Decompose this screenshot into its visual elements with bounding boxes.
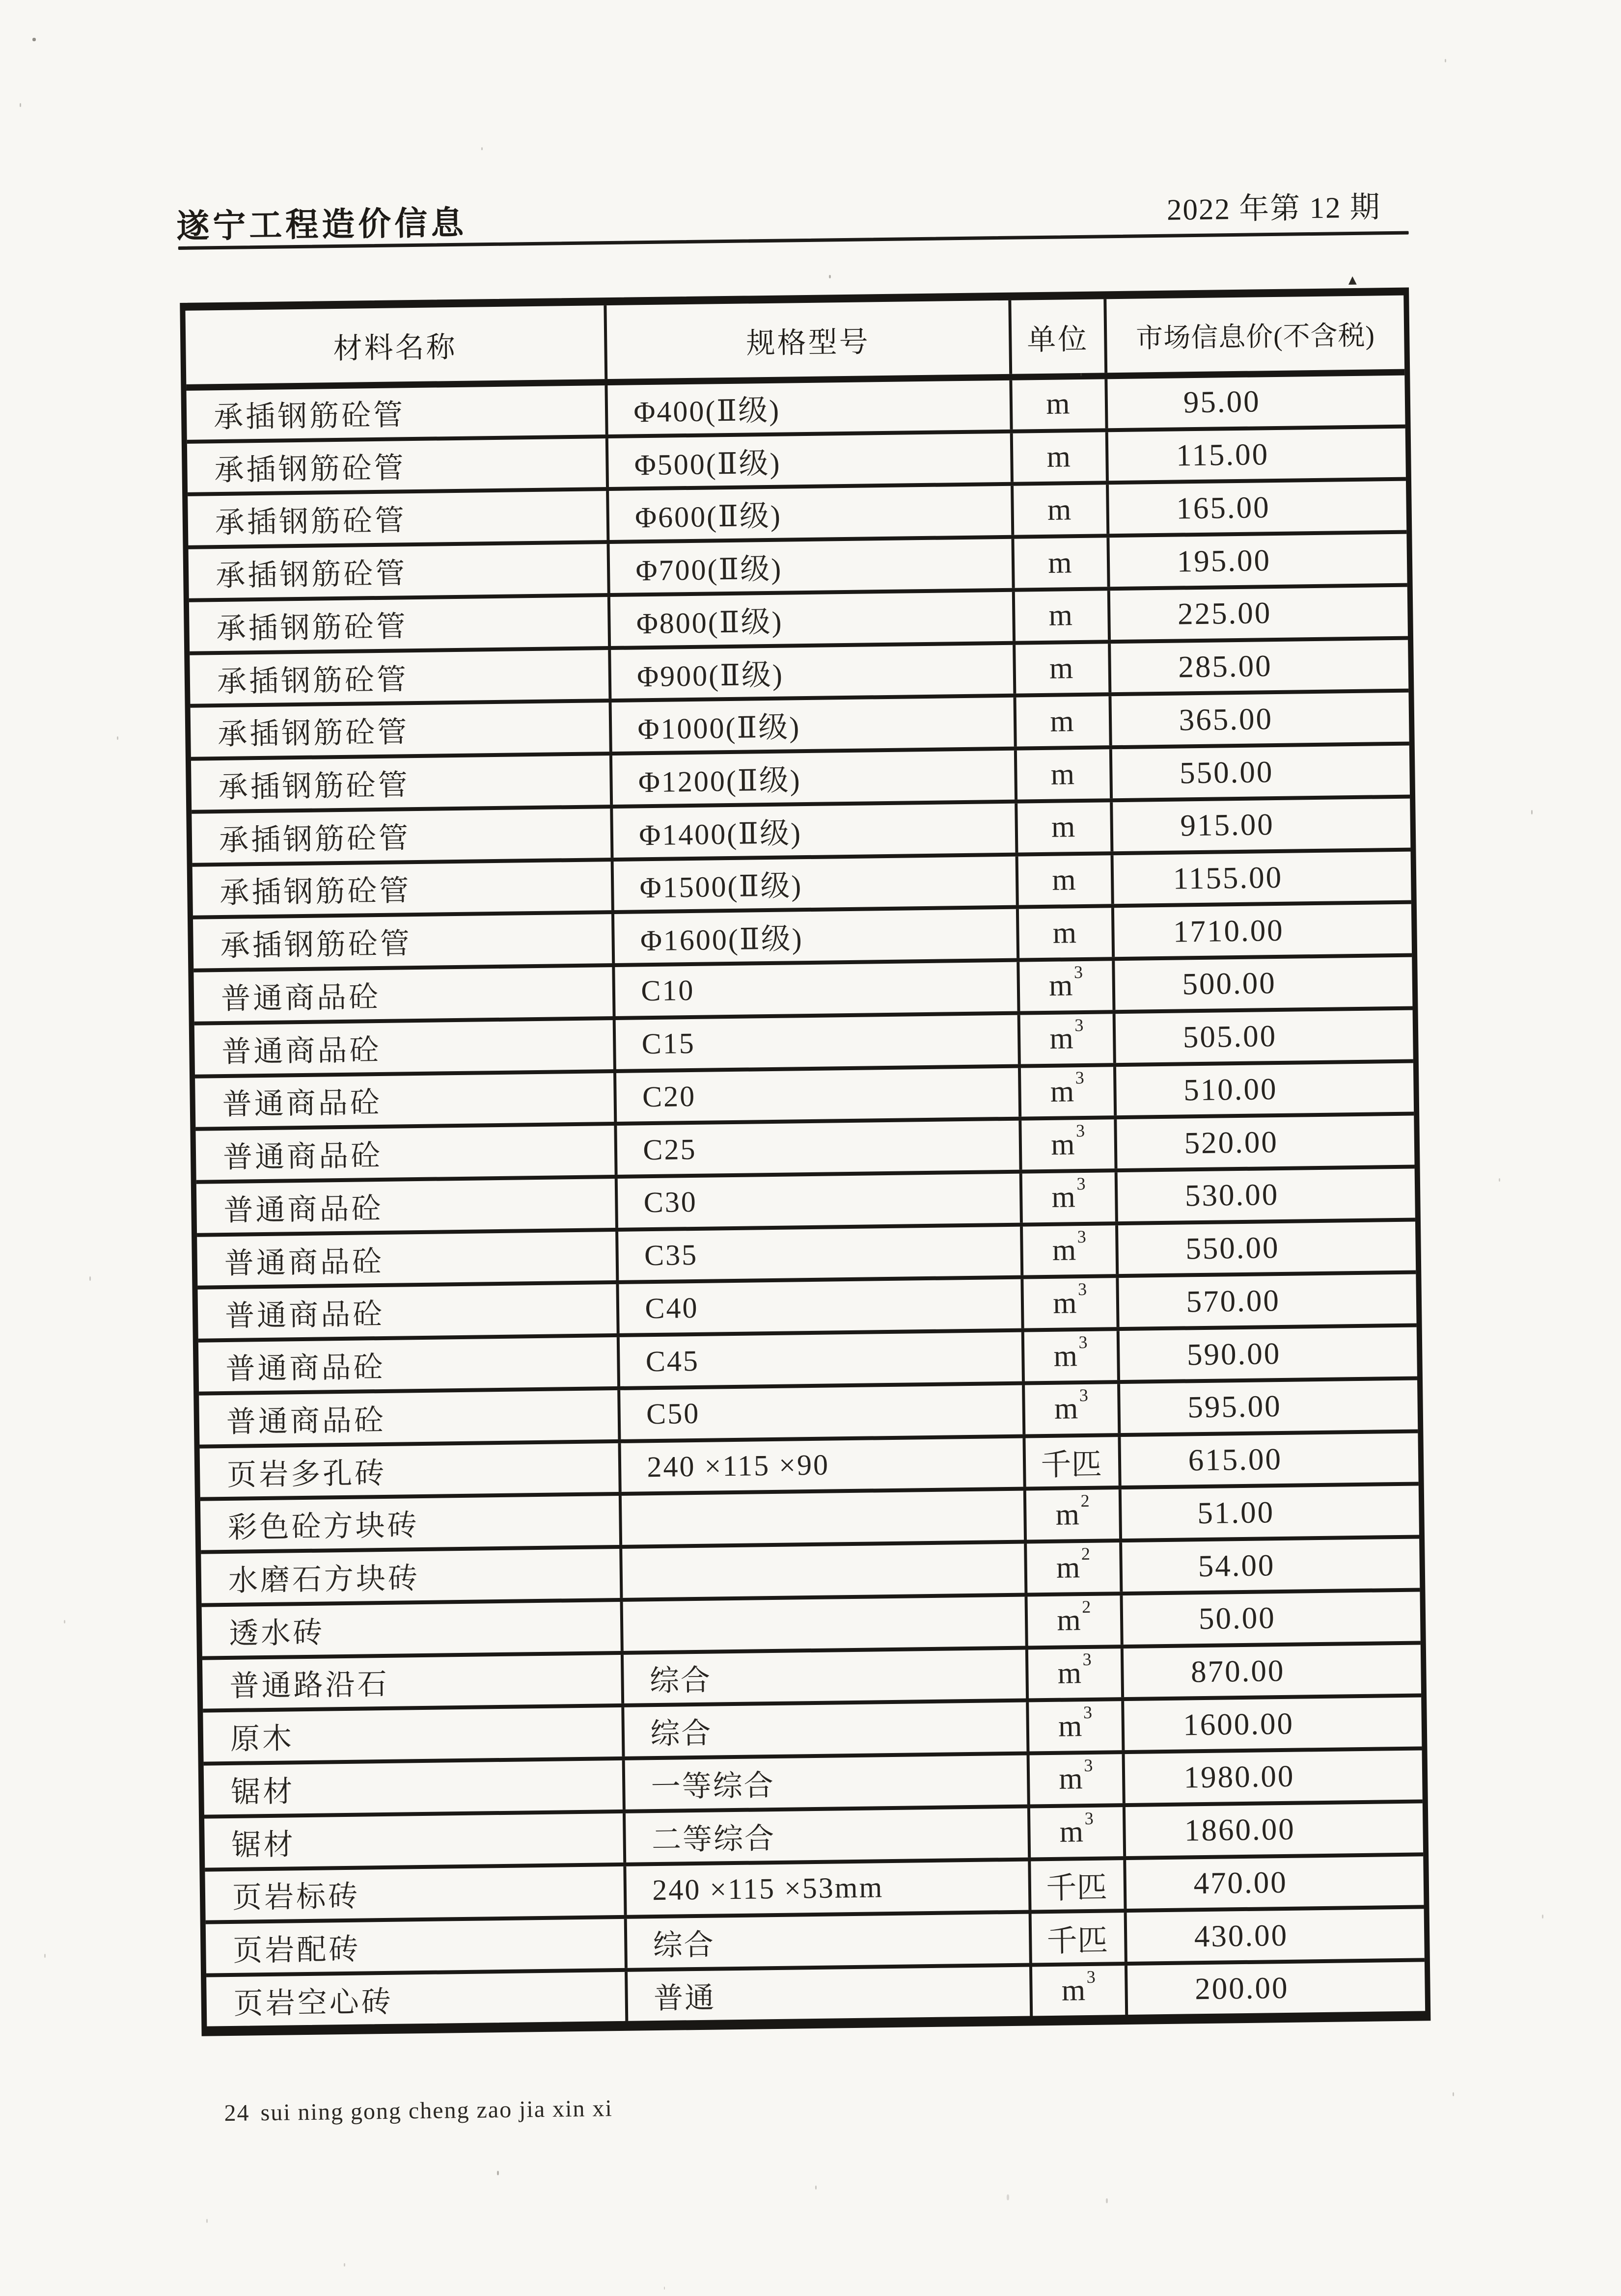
- material-name-cell: 普通商品砼: [194, 1020, 617, 1075]
- unit-base: m: [1048, 969, 1073, 1003]
- unit-superscript: 2: [1081, 1596, 1091, 1617]
- scan-speck: [481, 147, 483, 150]
- unit-base: m: [1051, 810, 1075, 844]
- scan-speck: [117, 736, 118, 740]
- spec-cell: Φ900(Ⅱ级): [611, 645, 1017, 699]
- material-name-cell: 页岩配砖: [206, 1919, 628, 1973]
- scan-speck: [275, 515, 276, 518]
- spec-cell: C45: [620, 1332, 1025, 1386]
- spec-cell: Φ1500(Ⅱ级): [614, 856, 1019, 910]
- unit-base: m: [1057, 1656, 1082, 1690]
- material-name-cell: 锯材: [204, 1760, 626, 1815]
- journal-title: 遂宁工程造价信息: [176, 205, 467, 245]
- material-name-cell: 普通商品砼: [195, 1126, 618, 1180]
- material-name-cell: 承插钢筋砼管: [190, 650, 612, 704]
- issue-label: 2022 年第 12 期: [1166, 191, 1381, 227]
- unit-cell: [1015, 538, 1110, 588]
- material-name-cell: 页岩多孔砖: [200, 1443, 622, 1498]
- unit-base: m: [1053, 1339, 1078, 1373]
- spec-cell: 二等综合: [626, 1808, 1031, 1862]
- unit-base: m: [1049, 1022, 1074, 1056]
- unit-cell: [1015, 591, 1111, 641]
- scan-speck: [89, 1276, 91, 1281]
- unit-base: m: [1047, 493, 1072, 527]
- unit-base: m: [1050, 757, 1075, 791]
- column-header-spec: 规格型号: [607, 300, 1013, 379]
- price-cell: 1860.00: [1184, 1811, 1296, 1848]
- price-cell: 550.00: [1179, 754, 1274, 790]
- table-header-row: [185, 296, 1404, 391]
- material-name-cell: 普通商品砼: [198, 1284, 620, 1339]
- unit-base: m: [1059, 1762, 1083, 1796]
- material-name-cell: 普通商品砼: [195, 1073, 617, 1127]
- unit-superscript: 3: [1077, 1279, 1087, 1299]
- spec-cell: C35: [619, 1226, 1024, 1280]
- material-name-cell: 页岩标砖: [205, 1866, 627, 1920]
- unit-base: m: [1048, 598, 1073, 633]
- spec-cell: Φ1000(Ⅱ级): [612, 698, 1017, 752]
- page-footer: [224, 2095, 613, 2127]
- spec-cell: C40: [619, 1279, 1024, 1333]
- spec-cell: Φ500(Ⅱ级): [608, 433, 1014, 487]
- unit-base: m: [1049, 704, 1074, 738]
- unit-cell: [1017, 802, 1113, 852]
- scan-speck: [32, 38, 36, 41]
- spec-cell: Φ1400(Ⅱ级): [613, 804, 1018, 858]
- material-name-cell: 承插钢筋砼管: [191, 756, 613, 810]
- unit-superscript: 3: [1073, 962, 1083, 982]
- scan-speck: [1007, 2194, 1009, 2200]
- material-name-cell: 承插钢筋砼管: [192, 809, 614, 863]
- unit-base: m: [1054, 1392, 1078, 1426]
- unit-base: m: [1056, 1550, 1080, 1585]
- unit-superscript: 3: [1075, 1068, 1084, 1088]
- material-name-cell: 承插钢筋砼管: [191, 702, 613, 757]
- unit-base: m: [1058, 1709, 1082, 1743]
- column-header-material: 材料名称: [185, 305, 607, 384]
- unit-cell: [1019, 961, 1115, 1011]
- unit-base: m: [1051, 1180, 1076, 1215]
- unit-base: 千匹: [1046, 1924, 1108, 1958]
- unit-cell: [1021, 1119, 1117, 1169]
- spec-cell: C15: [616, 1015, 1021, 1069]
- price-cell: 615.00: [1188, 1442, 1283, 1478]
- price-cell: 54.00: [1198, 1547, 1275, 1583]
- unit-base: m: [1051, 863, 1076, 897]
- spec-cell: Φ800(Ⅱ级): [610, 592, 1016, 646]
- price-cell: 1155.00: [1173, 860, 1283, 896]
- price-cell: 550.00: [1185, 1230, 1280, 1266]
- unit-cell: [1017, 749, 1113, 799]
- spec-cell: Φ1200(Ⅱ级): [612, 751, 1017, 805]
- spec-cell: Φ700(Ⅱ级): [610, 539, 1015, 593]
- unit-cell: [1022, 1172, 1118, 1222]
- price-cell: 115.00: [1176, 437, 1269, 473]
- spec-cell: C30: [618, 1174, 1023, 1228]
- spec-cell: 综合: [627, 1914, 1032, 1968]
- spec-cell: 综合: [624, 1649, 1029, 1703]
- unit-superscript: 2: [1080, 1491, 1090, 1511]
- scan-speck: [1453, 2092, 1454, 2096]
- unit-cell: [1023, 1225, 1119, 1275]
- unit-base: m: [1056, 1603, 1081, 1638]
- unit-base: m: [1052, 1286, 1077, 1320]
- unit-cell: [1027, 1542, 1123, 1593]
- material-name-cell: 承插钢筋砼管: [192, 862, 615, 916]
- material-name-cell: 承插钢筋砼管: [189, 544, 611, 598]
- table-body: [186, 376, 1425, 2026]
- scan-artifact-triangle: ▲: [1348, 273, 1357, 287]
- unit-superscript: 3: [1084, 1808, 1094, 1828]
- price-cell: 530.00: [1184, 1177, 1279, 1213]
- price-cell: 285.00: [1178, 648, 1273, 684]
- unit-superscript: 3: [1075, 1121, 1085, 1141]
- unit-cell: [1029, 1701, 1125, 1751]
- unit-base: m: [1052, 916, 1077, 950]
- unit-cell: [1016, 644, 1111, 694]
- spec-cell: [623, 1544, 1028, 1598]
- page-number: 24: [224, 2100, 250, 2127]
- unit-cell: [1025, 1384, 1121, 1434]
- unit-base: m: [1050, 1127, 1075, 1162]
- material-name-cell: 普通商品砼: [198, 1337, 621, 1392]
- material-name-cell: 锯材: [204, 1813, 627, 1868]
- unit-base: 千匹: [1045, 1871, 1107, 1906]
- price-cell: 915.00: [1180, 807, 1275, 843]
- unit-cell: [1021, 1067, 1117, 1117]
- material-name-cell: 水磨石方块砖: [201, 1549, 623, 1603]
- unit-superscript: 3: [1086, 1967, 1096, 1987]
- price-cell: 505.00: [1182, 1019, 1277, 1054]
- price-cell: 1600.00: [1182, 1706, 1294, 1742]
- material-name-cell: 普通商品砼: [193, 967, 616, 1022]
- unit-base: m: [1059, 1815, 1084, 1849]
- unit-base: m: [1045, 387, 1070, 421]
- spec-cell: Φ400(Ⅱ级): [608, 380, 1013, 434]
- price-cell: 50.00: [1198, 1600, 1276, 1636]
- scan-speck: [829, 275, 831, 278]
- unit-cell: [1017, 697, 1112, 747]
- price-cell: 590.00: [1186, 1336, 1281, 1372]
- material-name-cell: 普通商品砼: [199, 1390, 621, 1445]
- unit-cell: [1030, 1754, 1126, 1804]
- spec-cell: C10: [615, 962, 1020, 1016]
- spec-cell: 240 ×115 ×90: [621, 1438, 1026, 1492]
- scan-speck: [1106, 2198, 1108, 2203]
- unit-base: m: [1055, 1497, 1080, 1532]
- material-name-cell: 普通商品砼: [197, 1232, 619, 1286]
- scan-speck: [344, 2263, 345, 2267]
- unit-base: m: [1050, 1075, 1074, 1108]
- material-name-cell: 透水砖: [202, 1602, 624, 1656]
- scan-speck: [1499, 1178, 1500, 1182]
- material-name-cell: 普通路沿石: [202, 1654, 625, 1709]
- spec-cell: Φ600(Ⅱ级): [609, 486, 1015, 540]
- unit-superscript: 3: [1077, 1226, 1087, 1246]
- material-name-cell: 承插钢筋砼管: [188, 491, 610, 546]
- column-header-price: 市场信息价(不含税): [1135, 320, 1375, 353]
- material-name-cell: 承插钢筋砼管: [187, 438, 609, 493]
- scan-speck: [64, 1620, 65, 1623]
- material-name-cell: 承插钢筋砼管: [193, 914, 615, 969]
- material-name-cell: 普通商品砼: [196, 1179, 619, 1233]
- unit-cell: [1024, 1331, 1120, 1381]
- price-cell: 510.00: [1183, 1071, 1278, 1107]
- unit-cell: [1028, 1595, 1124, 1646]
- scan-speck: [1542, 1915, 1543, 1918]
- scan-speck: [20, 103, 21, 107]
- unit-cell: [1018, 855, 1114, 905]
- spec-cell: C20: [616, 1068, 1021, 1122]
- price-cell: 870.00: [1190, 1653, 1285, 1689]
- spec-cell: 一等综合: [625, 1756, 1030, 1810]
- unit-superscript: 3: [1078, 1332, 1088, 1352]
- footer-pinyin: sui ning gong cheng zao jia xin xi: [260, 2095, 613, 2126]
- unit-cell: [1032, 1913, 1127, 1963]
- unit-base: 千匹: [1041, 1448, 1102, 1483]
- unit-cell: [1013, 432, 1109, 482]
- price-cell: 195.00: [1177, 542, 1271, 579]
- price-cell: 51.00: [1197, 1494, 1275, 1530]
- price-cell: 500.00: [1182, 966, 1277, 1001]
- unit-base: m: [1061, 1973, 1086, 2008]
- price-cell: 430.00: [1194, 1918, 1289, 1953]
- price-cell: 470.00: [1193, 1864, 1288, 1901]
- unit-base: m: [1052, 1233, 1076, 1267]
- spec-cell: 综合: [625, 1702, 1030, 1756]
- unit-cell: [1032, 1966, 1128, 2016]
- unit-cell: [1019, 908, 1115, 958]
- price-cell: 165.00: [1176, 489, 1271, 526]
- spec-cell: [623, 1596, 1028, 1650]
- price-cell: 1980.00: [1183, 1759, 1295, 1795]
- price-cell: 570.00: [1186, 1283, 1281, 1319]
- unit-superscript: 3: [1083, 1702, 1093, 1723]
- scan-speck: [1445, 59, 1446, 62]
- spec-cell: 240 ×115 ×53mm: [627, 1861, 1032, 1915]
- price-cell: 520.00: [1184, 1124, 1279, 1161]
- unit-superscript: 3: [1074, 1015, 1084, 1035]
- unit-superscript: 3: [1076, 1173, 1086, 1194]
- unit-superscript: 3: [1079, 1385, 1089, 1405]
- material-name-cell: 原木: [203, 1707, 625, 1762]
- price-cell: 365.00: [1179, 701, 1273, 737]
- unit-cell: [1028, 1648, 1124, 1699]
- unit-cell: [1012, 379, 1108, 429]
- unit-cell: [1014, 485, 1109, 535]
- price-cell: 595.00: [1187, 1389, 1282, 1425]
- spec-cell: C50: [621, 1385, 1026, 1439]
- scan-speck: [1080, 373, 1082, 376]
- spec-cell: C25: [617, 1121, 1022, 1175]
- material-name-cell: 承插钢筋砼管: [186, 385, 608, 440]
- unit-base: m: [1047, 545, 1072, 580]
- unit-cell: [1026, 1437, 1122, 1487]
- price-cell: 95.00: [1183, 384, 1261, 420]
- price-cell: 225.00: [1177, 595, 1272, 631]
- unit-cell: [1020, 1014, 1116, 1064]
- price-cell: 1710.00: [1173, 913, 1285, 949]
- spec-cell: [622, 1491, 1027, 1545]
- unit-superscript: 3: [1084, 1755, 1093, 1776]
- scan-speck: [497, 2171, 499, 2175]
- spec-cell: Φ1600(Ⅱ级): [614, 909, 1019, 963]
- scan-speck: [1531, 810, 1533, 814]
- scan-speck: [664, 2287, 665, 2290]
- unit-superscript: 2: [1081, 1543, 1091, 1564]
- column-header-unit: 单位: [1011, 299, 1107, 374]
- unit-cell: [1023, 1278, 1119, 1328]
- material-name-cell: 彩色砼方块砖: [200, 1496, 623, 1550]
- unit-cell: [1026, 1490, 1122, 1540]
- scan-speck: [206, 2219, 208, 2223]
- scan-speck: [44, 1954, 46, 1958]
- spec-cell: 普通: [628, 1967, 1033, 2021]
- price-cell: 200.00: [1194, 1971, 1289, 2006]
- unit-base: m: [1046, 440, 1071, 474]
- material-name-cell: 页岩空心砖: [206, 1972, 629, 2026]
- price-table: [180, 288, 1430, 2036]
- material-name-cell: 承插钢筋砼管: [189, 597, 611, 651]
- unit-cell: [1030, 1807, 1126, 1857]
- unit-cell: [1031, 1860, 1126, 1910]
- unit-superscript: 3: [1082, 1649, 1092, 1670]
- scan-speck: [815, 2186, 817, 2189]
- unit-base: m: [1049, 651, 1073, 685]
